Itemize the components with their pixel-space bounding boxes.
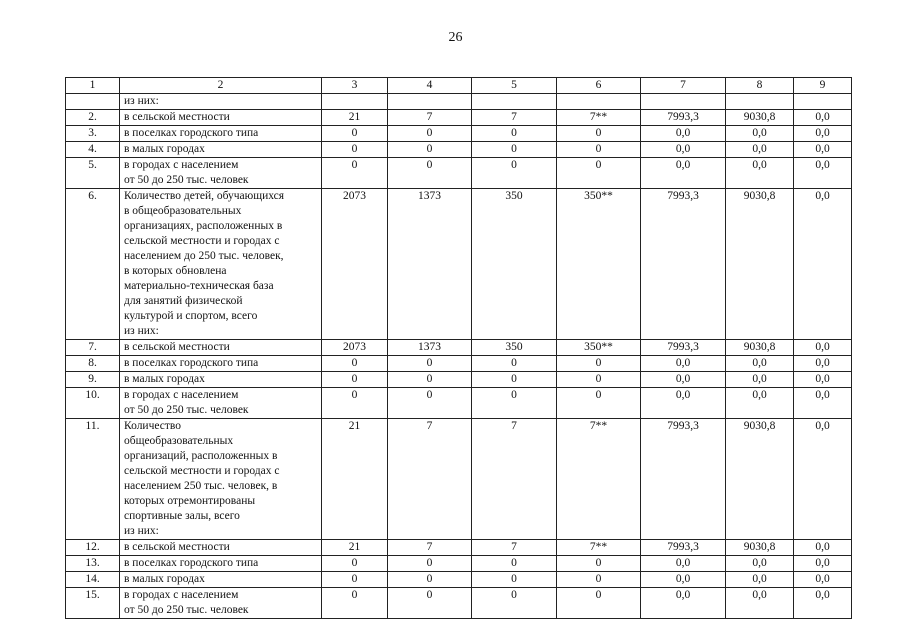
value-cell-col-6: 0	[557, 556, 641, 572]
description-line: в городах с населением	[124, 159, 239, 171]
value-cell-col-5: 0	[472, 588, 557, 619]
value-cell-col-7: 0,0	[641, 572, 726, 588]
row-description	[120, 556, 322, 572]
value-cell-col-5: 0	[472, 142, 557, 158]
value-cell-col-4: 7	[388, 110, 472, 126]
table-row	[66, 572, 852, 588]
row-description	[120, 388, 322, 419]
value-cell-col-5: 0	[472, 388, 557, 419]
value-cell-col-3	[322, 94, 388, 110]
row-description	[120, 158, 322, 189]
row-number: 6.	[66, 189, 120, 340]
value-cell-col-7: 0,0	[641, 372, 726, 388]
description-line: которых отремонтированы	[124, 495, 256, 507]
row-description	[120, 419, 322, 540]
table-row	[66, 158, 852, 189]
description-line: от 50 до 250 тыс. человек	[124, 404, 249, 416]
value-cell-col-4: 7	[388, 540, 472, 556]
value-cell-col-9: 0,0	[794, 572, 852, 588]
value-cell-col-7: 0,0	[641, 126, 726, 142]
value-cell-col-5: 0	[472, 372, 557, 388]
value-cell-col-5: 350	[472, 189, 557, 340]
row-description	[120, 94, 322, 110]
row-number: 11.	[66, 419, 120, 540]
row-number: 9.	[66, 372, 120, 388]
description-line: из них:	[124, 325, 159, 337]
value-cell-col-9: 0,0	[794, 158, 852, 189]
column-header-7: 7	[641, 78, 726, 94]
column-header-5: 5	[472, 78, 557, 94]
description-line: в малых городах	[124, 143, 205, 155]
value-cell-col-3: 21	[322, 110, 388, 126]
value-cell-col-6: 0	[557, 388, 641, 419]
value-cell-col-3: 0	[322, 556, 388, 572]
value-cell-col-5: 0	[472, 126, 557, 142]
value-cell-col-4: 0	[388, 556, 472, 572]
value-cell-col-7: 7993,3	[641, 340, 726, 356]
table-row	[66, 340, 852, 356]
row-description	[120, 126, 322, 142]
value-cell-col-4	[388, 94, 472, 110]
row-number: 15.	[66, 588, 120, 619]
value-cell-col-8: 9030,8	[726, 340, 794, 356]
value-cell-col-9: 0,0	[794, 556, 852, 572]
value-cell-col-8: 0,0	[726, 142, 794, 158]
value-cell-col-3: 0	[322, 372, 388, 388]
description-line: населением до 250 тыс. человек,	[124, 250, 284, 262]
value-cell-col-5: 7	[472, 540, 557, 556]
value-cell-col-9: 0,0	[794, 588, 852, 619]
value-cell-col-3: 21	[322, 419, 388, 540]
description-line: в городах с населением	[124, 389, 239, 401]
row-description	[120, 540, 322, 556]
value-cell-col-9	[794, 94, 852, 110]
value-cell-col-6: 0	[557, 356, 641, 372]
value-cell-col-8: 9030,8	[726, 189, 794, 340]
column-header-6: 6	[557, 78, 641, 94]
value-cell-col-5: 0	[472, 356, 557, 372]
table-row	[66, 110, 852, 126]
row-number: 5.	[66, 158, 120, 189]
value-cell-col-6: 7**	[557, 540, 641, 556]
page-number: 26	[448, 30, 463, 45]
table-row	[66, 142, 852, 158]
value-cell-col-8: 0,0	[726, 372, 794, 388]
row-number: 13.	[66, 556, 120, 572]
row-number: 7.	[66, 340, 120, 356]
value-cell-col-6: 7**	[557, 419, 641, 540]
description-line: от 50 до 250 тыс. человек	[124, 604, 249, 616]
value-cell-col-5: 7	[472, 419, 557, 540]
description-line: Количество детей, обучающихся	[124, 190, 285, 202]
column-header-1: 1	[66, 78, 120, 94]
table-row	[66, 556, 852, 572]
value-cell-col-4: 0	[388, 142, 472, 158]
value-cell-col-5	[472, 94, 557, 110]
table-row	[66, 388, 852, 419]
value-cell-col-6	[557, 94, 641, 110]
description-line: в сельской местности	[124, 541, 230, 553]
value-cell-col-9: 0,0	[794, 388, 852, 419]
value-cell-col-3: 2073	[322, 340, 388, 356]
value-cell-col-6: 0	[557, 126, 641, 142]
row-description	[120, 189, 322, 340]
description-line: населением 250 тыс. человек, в	[124, 480, 278, 492]
description-line: культурой и спортом, всего	[124, 310, 258, 322]
value-cell-col-5: 0	[472, 158, 557, 189]
value-cell-col-3: 21	[322, 540, 388, 556]
value-cell-col-4: 0	[388, 356, 472, 372]
table-row	[66, 588, 852, 619]
value-cell-col-7: 0,0	[641, 158, 726, 189]
description-line: организациях, расположенных в	[124, 220, 283, 232]
value-cell-col-9: 0,0	[794, 126, 852, 142]
value-cell-col-5: 350	[472, 340, 557, 356]
description-line: сельской местности и городах с	[124, 235, 280, 247]
value-cell-col-6: 350**	[557, 189, 641, 340]
description-line: Количество	[124, 420, 181, 432]
value-cell-col-4: 0	[388, 126, 472, 142]
row-description	[120, 340, 322, 356]
row-description	[120, 372, 322, 388]
value-cell-col-3: 2073	[322, 189, 388, 340]
table-row	[66, 94, 852, 110]
description-line: для занятий физической	[124, 295, 243, 307]
table-row	[66, 540, 852, 556]
value-cell-col-3: 0	[322, 588, 388, 619]
value-cell-col-8: 0,0	[726, 588, 794, 619]
table-row	[66, 126, 852, 142]
description-line: из них:	[124, 525, 159, 537]
value-cell-col-9: 0,0	[794, 189, 852, 340]
value-cell-col-4: 0	[388, 572, 472, 588]
value-cell-col-5: 0	[472, 556, 557, 572]
row-number: 2.	[66, 110, 120, 126]
value-cell-col-7: 0,0	[641, 142, 726, 158]
row-description	[120, 110, 322, 126]
description-line: в которых обновлена	[124, 265, 227, 277]
value-cell-col-7: 0,0	[641, 556, 726, 572]
column-header-8: 8	[726, 78, 794, 94]
description-line: материально-техническая база	[124, 280, 274, 292]
row-number: 10.	[66, 388, 120, 419]
description-line: сельской местности и городах с	[124, 465, 280, 477]
description-line: в сельской местности	[124, 111, 230, 123]
row-number: 12.	[66, 540, 120, 556]
description-line: организаций, расположенных в	[124, 450, 278, 462]
row-description	[120, 572, 322, 588]
description-line: в малых городах	[124, 373, 205, 385]
value-cell-col-9: 0,0	[794, 340, 852, 356]
table-row	[66, 356, 852, 372]
table-row	[66, 419, 852, 540]
column-header-4: 4	[388, 78, 472, 94]
value-cell-col-7: 0,0	[641, 388, 726, 419]
table-row	[66, 189, 852, 340]
value-cell-col-8: 0,0	[726, 572, 794, 588]
value-cell-col-7: 7993,3	[641, 189, 726, 340]
row-number: 3.	[66, 126, 120, 142]
description-line: от 50 до 250 тыс. человек	[124, 174, 249, 186]
value-cell-col-4: 0	[388, 388, 472, 419]
value-cell-col-7: 7993,3	[641, 540, 726, 556]
description-line: в поселках городского типа	[124, 357, 259, 369]
value-cell-col-9: 0,0	[794, 419, 852, 540]
value-cell-col-3: 0	[322, 158, 388, 189]
value-cell-col-9: 0,0	[794, 540, 852, 556]
value-cell-col-4: 0	[388, 158, 472, 189]
row-description	[120, 142, 322, 158]
value-cell-col-6: 7**	[557, 110, 641, 126]
value-cell-col-8: 9030,8	[726, 540, 794, 556]
description-line: спортивные залы, всего	[124, 510, 240, 522]
description-line: в сельской местности	[124, 341, 230, 353]
value-cell-col-6: 0	[557, 142, 641, 158]
value-cell-col-7: 7993,3	[641, 110, 726, 126]
value-cell-col-3: 0	[322, 126, 388, 142]
description-line: в поселках городского типа	[124, 127, 259, 139]
value-cell-col-5: 7	[472, 110, 557, 126]
value-cell-col-4: 1373	[388, 189, 472, 340]
value-cell-col-8: 0,0	[726, 356, 794, 372]
value-cell-col-4: 1373	[388, 340, 472, 356]
data-table	[65, 77, 852, 619]
description-line: в поселках городского типа	[124, 557, 259, 569]
value-cell-col-3: 0	[322, 356, 388, 372]
description-line: в общеобразовательных	[124, 205, 242, 217]
row-number	[66, 94, 120, 110]
value-cell-col-9: 0,0	[794, 356, 852, 372]
value-cell-col-3: 0	[322, 572, 388, 588]
value-cell-col-9: 0,0	[794, 372, 852, 388]
value-cell-col-6: 0	[557, 158, 641, 189]
value-cell-col-8: 0,0	[726, 556, 794, 572]
value-cell-col-7: 7993,3	[641, 419, 726, 540]
value-cell-col-8: 0,0	[726, 158, 794, 189]
value-cell-col-8: 9030,8	[726, 110, 794, 126]
description-line: из них:	[124, 95, 159, 107]
value-cell-col-8: 0,0	[726, 388, 794, 419]
description-line: в городах с населением	[124, 589, 239, 601]
value-cell-col-3: 0	[322, 142, 388, 158]
value-cell-col-8: 0,0	[726, 126, 794, 142]
value-cell-col-7	[641, 94, 726, 110]
row-description	[120, 588, 322, 619]
value-cell-col-4: 0	[388, 588, 472, 619]
value-cell-col-6: 0	[557, 572, 641, 588]
row-number: 8.	[66, 356, 120, 372]
value-cell-col-9: 0,0	[794, 142, 852, 158]
column-header-9: 9	[794, 78, 852, 94]
value-cell-col-5: 0	[472, 572, 557, 588]
table-header-row	[66, 78, 852, 94]
column-header-2: 2	[120, 78, 322, 94]
value-cell-col-4: 0	[388, 372, 472, 388]
value-cell-col-4: 7	[388, 419, 472, 540]
table-row	[66, 372, 852, 388]
value-cell-col-9: 0,0	[794, 110, 852, 126]
row-number: 4.	[66, 142, 120, 158]
table-body	[66, 78, 852, 619]
description-line: в малых городах	[124, 573, 205, 585]
value-cell-col-6: 350**	[557, 340, 641, 356]
value-cell-col-7: 0,0	[641, 356, 726, 372]
value-cell-col-3: 0	[322, 388, 388, 419]
row-number: 14.	[66, 572, 120, 588]
column-header-3: 3	[322, 78, 388, 94]
row-description	[120, 356, 322, 372]
value-cell-col-8	[726, 94, 794, 110]
value-cell-col-6: 0	[557, 588, 641, 619]
description-line: общеобразовательных	[124, 435, 234, 447]
value-cell-col-7: 0,0	[641, 588, 726, 619]
value-cell-col-8: 9030,8	[726, 419, 794, 540]
value-cell-col-6: 0	[557, 372, 641, 388]
